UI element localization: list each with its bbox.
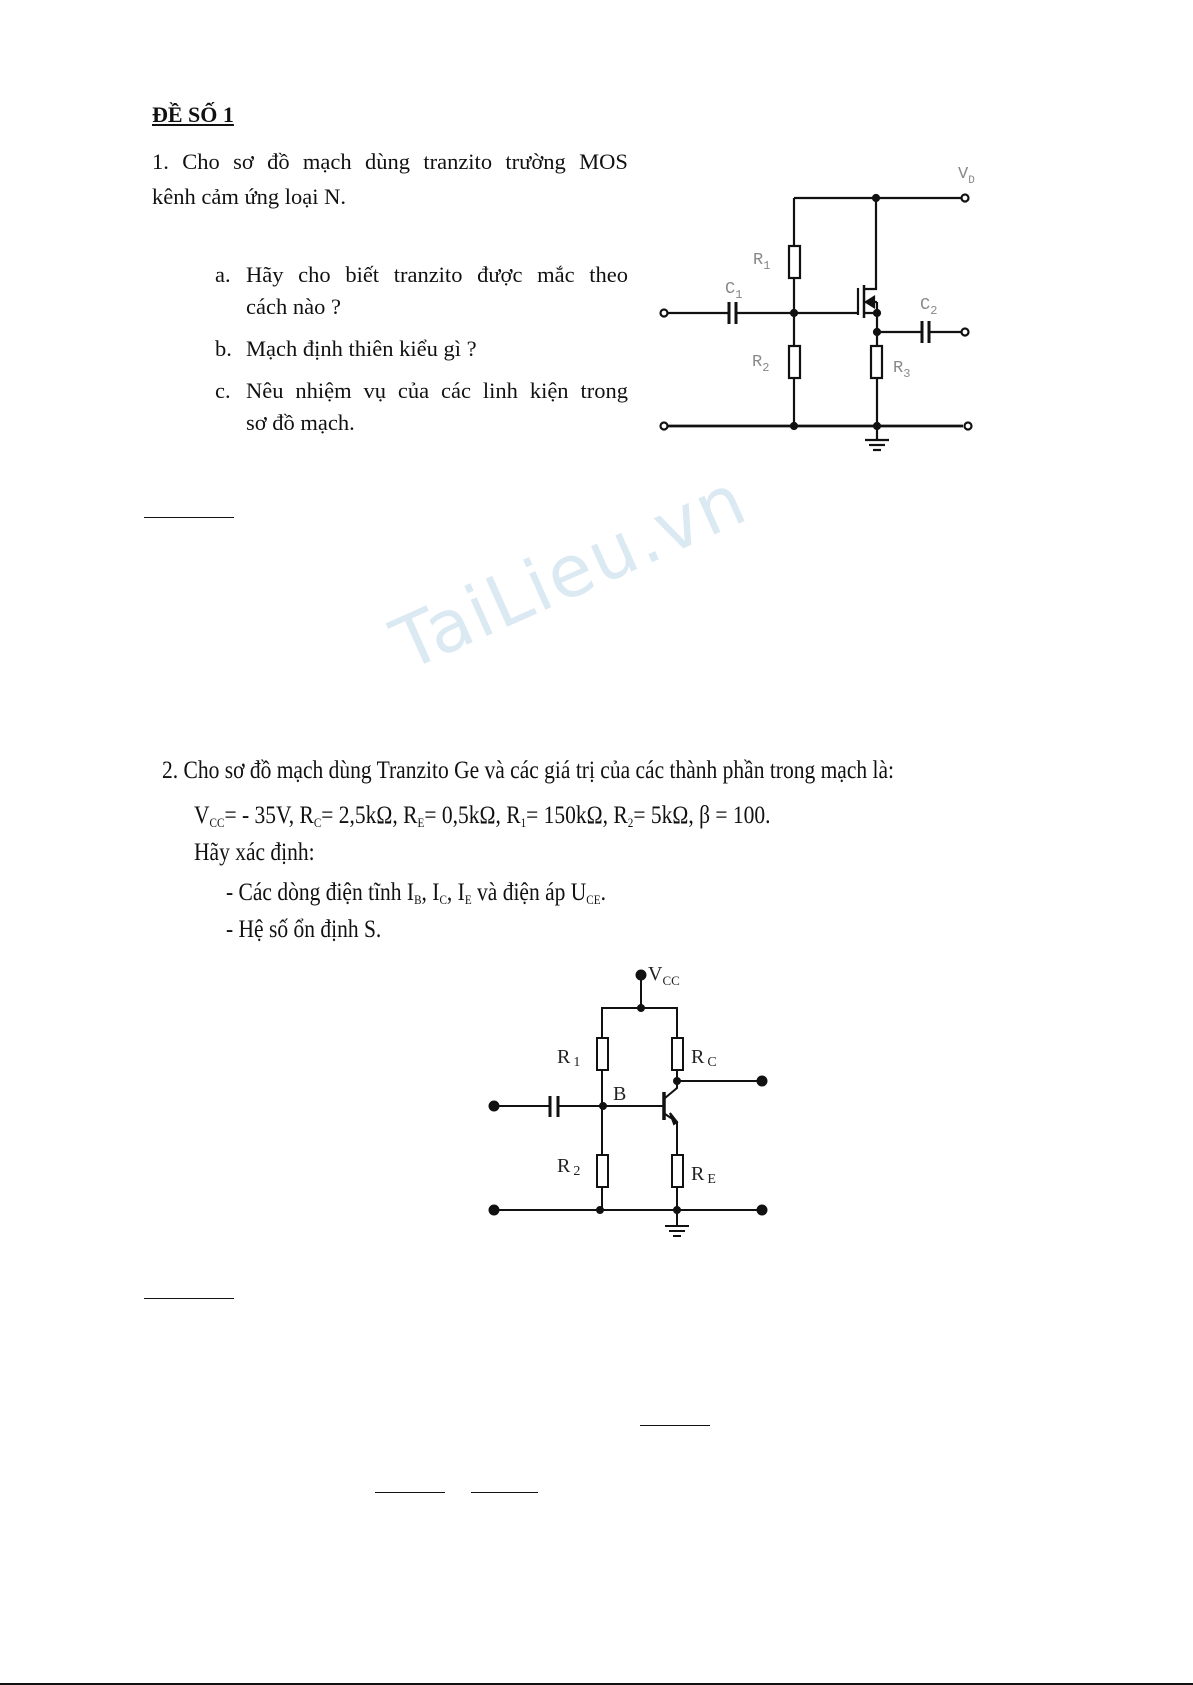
word: tranzito (423, 149, 493, 174)
resistor-r2 (597, 1155, 608, 1187)
problem1-line2: kênh cảm ứng loại N. (152, 184, 347, 209)
label-r1: R 1 (557, 1046, 581, 1070)
item-b-text: Mạch định thiên kiểu gì ? (246, 336, 477, 361)
label-c1: $C_1$ (725, 280, 743, 302)
terminal (758, 1206, 767, 1215)
label-r1: $R_1$ (753, 251, 771, 273)
subscript: 1 (520, 815, 527, 830)
bjt-circuit (490, 971, 767, 1237)
item-a-line2: cách nào ? (246, 294, 341, 319)
text: - Các dòng điện tĩnh I (226, 879, 415, 906)
node (597, 1207, 603, 1213)
node (791, 423, 797, 429)
label-vd: $V_D$ (958, 165, 975, 187)
resistor-r2 (789, 346, 800, 378)
subscript: CE (586, 892, 601, 907)
word: trường (505, 149, 566, 174)
wire-vcc (602, 1008, 677, 1038)
r1-symbol: R (506, 802, 521, 829)
word: kiện (529, 378, 569, 403)
word: sơ (233, 149, 254, 174)
subscript: E (464, 892, 472, 907)
word: Hãy (246, 262, 284, 287)
resistor-r3 (871, 346, 882, 378)
r2-symbol: R (613, 802, 628, 829)
terminal (490, 1206, 499, 1215)
word: theo (589, 262, 628, 287)
problem2-prompt: Hãy xác định: (194, 839, 315, 866)
word: vụ (363, 378, 387, 403)
terminal-vd (962, 195, 969, 202)
word: MOS (579, 149, 628, 174)
node (873, 195, 879, 201)
node-b (600, 1103, 606, 1109)
label-r2: R 2 (557, 1155, 581, 1179)
word: linh (482, 378, 518, 403)
vcc-symbol: V (194, 802, 210, 829)
node (874, 310, 880, 316)
word: 1. (152, 149, 169, 174)
text: . (600, 879, 606, 906)
rc-value: = 2,5kΩ, (321, 802, 404, 829)
item-b-marker: b. (215, 336, 232, 361)
mosfet-drain (864, 198, 876, 289)
watermark: TaiLieu.vn (380, 456, 759, 687)
terminal (965, 423, 972, 430)
word: trong (580, 378, 628, 403)
resistor-rc (672, 1038, 683, 1070)
problem2-bullet2: - Hệ số ổn định S. (226, 916, 382, 943)
mosfet-circuit (661, 195, 972, 451)
word: cho (298, 262, 331, 287)
word: được (477, 262, 523, 287)
label-c2: $C_2$ (920, 296, 938, 318)
terminal-input (661, 310, 668, 317)
rc-symbol: R (299, 802, 314, 829)
word: mắc (537, 262, 575, 287)
item-c-marker: c. (215, 378, 231, 403)
resistor-r1 (597, 1038, 608, 1070)
item-c-line2: sơ đồ mạch. (246, 410, 355, 435)
subscript: E (417, 815, 425, 830)
node (791, 310, 797, 316)
item-a-marker: a. (215, 262, 231, 287)
label-r2: $R_2$ (752, 353, 770, 375)
vcc-value: = - 35V, (224, 802, 300, 829)
text: , I (421, 879, 440, 906)
word: nhiệm (295, 378, 352, 403)
re-symbol: R (403, 802, 418, 829)
word: dùng (365, 149, 410, 174)
terminal (661, 423, 668, 430)
word: biết (345, 262, 380, 287)
label-r3: $R_3$ (893, 359, 911, 381)
problem2-intro: 2. Cho sơ đồ mạch dùng Tranzito Ge và các giá trị của các thành phần trong mạch là: (162, 757, 895, 784)
exam-title: ĐỀ SỐ 1 (152, 102, 234, 127)
bjt-circuit-labels (557, 963, 717, 1187)
word: Nêu (246, 378, 284, 403)
word: mạch (302, 149, 352, 174)
label-rc: R C (691, 1046, 717, 1070)
word: Cho (182, 149, 220, 174)
word: các (441, 378, 472, 403)
text: , I (446, 879, 465, 906)
bjt-arrow (670, 1113, 677, 1124)
word: tranzito (393, 262, 463, 287)
node (638, 1005, 644, 1011)
word: của (397, 378, 430, 403)
terminal-output (962, 329, 969, 336)
terminal-output (758, 1077, 767, 1086)
subscript: B (414, 892, 422, 907)
label-re: R E (691, 1163, 716, 1187)
r1-value: = 150kΩ, (526, 802, 614, 829)
subscript: 2 (627, 815, 634, 830)
label-b: B (613, 1083, 627, 1105)
subscript: C (313, 815, 322, 830)
text: và điện áp U (471, 879, 587, 906)
resistor-r1 (789, 246, 800, 278)
subscript: CC (209, 815, 225, 830)
resistor-re (672, 1155, 683, 1187)
re-value: = 0,5kΩ, (424, 802, 507, 829)
word: đồ (267, 149, 290, 174)
r2-value: = 5kΩ, β = 100. (633, 802, 771, 829)
label-vcc: $V_{CC}$ (648, 963, 680, 988)
subscript: C (439, 892, 447, 907)
